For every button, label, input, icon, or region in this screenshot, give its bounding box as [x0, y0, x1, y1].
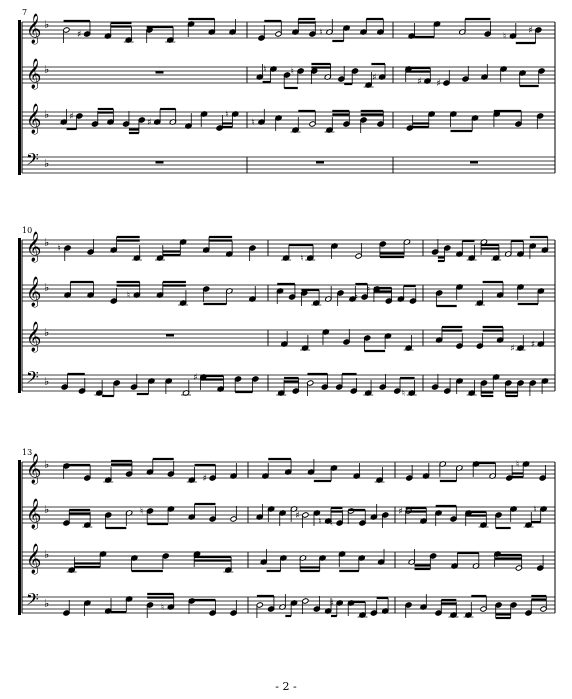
- accidental-icon: ♮: [329, 519, 333, 529]
- accidental-icon: ♯: [295, 511, 300, 521]
- accidental-icon: ♮: [401, 389, 405, 399]
- whole-rest: [316, 161, 324, 164]
- page-number: - 2 -: [275, 680, 297, 693]
- accidental-icon: ♮: [319, 28, 323, 38]
- staff: [22, 149, 555, 173]
- staff: [22, 498, 555, 530]
- note-group: [256, 594, 389, 618]
- staff: [22, 453, 555, 485]
- key-signature-flat-icon: ♭: [44, 458, 50, 471]
- accidental-icon: ♯: [436, 79, 441, 89]
- accidental-icon: ♯: [417, 77, 422, 87]
- accidental-icon: ♮: [126, 291, 131, 301]
- note-group: [408, 19, 542, 43]
- accidental-icon: ♮: [290, 67, 294, 77]
- score-system: [18, 13, 555, 175]
- staff: [22, 543, 555, 575]
- treble-clef-icon: 𝄞: [26, 544, 42, 574]
- note-group: [61, 373, 259, 396]
- whole-rest: [156, 161, 164, 164]
- staff: [22, 58, 555, 90]
- key-signature-flat-icon: ♭: [44, 63, 50, 76]
- treble-clef-icon: 𝄞: [26, 322, 42, 352]
- system-bracket: [18, 20, 21, 175]
- key-signature-flat-icon: ♭: [44, 597, 50, 610]
- accidental-icon: ♮: [318, 517, 322, 527]
- note-group: [63, 594, 237, 618]
- treble-clef-icon: 𝄞: [26, 104, 42, 134]
- treble-clef-icon: 𝄞: [26, 499, 42, 529]
- accidental-icon: ♮: [300, 254, 304, 264]
- accidental-icon: ♯: [69, 112, 74, 122]
- note-group: [256, 504, 389, 529]
- whole-rest: [156, 71, 164, 74]
- whole-rest: [470, 161, 478, 164]
- accidental-icon: ♯: [202, 474, 208, 484]
- whole-rest: [166, 334, 174, 337]
- note-group: [436, 282, 545, 306]
- accidental-icon: ♮: [516, 460, 520, 470]
- score-system: [18, 231, 555, 399]
- note-group: [399, 505, 548, 528]
- accidental-icon: ♮: [533, 505, 537, 515]
- accidental-icon: ♮: [354, 293, 358, 303]
- note-group: [262, 459, 385, 483]
- note-group: [64, 282, 256, 306]
- accidental-icon: ♮: [251, 118, 255, 128]
- key-signature-flat-icon: ♭: [44, 503, 50, 516]
- staff: [22, 13, 555, 45]
- key-signature-flat-icon: ♭: [44, 375, 50, 388]
- accidental-icon: ♮: [263, 65, 267, 75]
- note-group: [63, 504, 237, 528]
- note-group: [252, 109, 385, 133]
- staff: [22, 589, 555, 618]
- staff: [22, 321, 555, 354]
- accidental-icon: ♯: [398, 507, 403, 517]
- key-signature-flat-icon: ♭: [44, 157, 50, 170]
- measure-number: 10: [22, 226, 33, 235]
- accidental-icon: ♯: [193, 373, 198, 383]
- note-group: [58, 237, 256, 261]
- key-signature-flat-icon: ♭: [44, 326, 50, 339]
- accidental-icon: ♯: [329, 599, 334, 609]
- key-signature-flat-icon: ♭: [44, 281, 50, 294]
- note-group: [432, 237, 549, 261]
- key-signature-flat-icon: ♭: [44, 236, 50, 249]
- accidental-icon: ♮: [160, 603, 165, 613]
- note-group: [60, 109, 239, 133]
- accidental-icon: ♮: [366, 285, 370, 295]
- staff: [22, 367, 555, 399]
- bass-clef-icon: 𝄢: [26, 367, 39, 391]
- accidental-icon: ♮: [503, 32, 507, 42]
- system-bracket: [18, 460, 21, 615]
- treble-clef-icon: 𝄞: [26, 277, 42, 307]
- accidental-icon: ♮: [57, 244, 61, 254]
- note-group: [256, 64, 386, 88]
- score-system: [18, 453, 555, 618]
- note-group: [63, 19, 236, 43]
- note-group: [67, 551, 234, 573]
- key-signature-flat-icon: ♭: [44, 18, 50, 31]
- note-group: [63, 459, 237, 484]
- note-group: [405, 64, 545, 89]
- note-group: [436, 327, 545, 354]
- accidental-icon: ♯: [372, 73, 377, 83]
- note-group: [281, 239, 410, 264]
- staff: [22, 276, 555, 308]
- staff: [22, 103, 555, 135]
- note-group: [276, 284, 416, 306]
- accidental-icon: ♯: [528, 26, 533, 36]
- note-group: [432, 374, 549, 396]
- bass-clef-icon: 𝄢: [26, 589, 39, 613]
- accidental-icon: ♯: [510, 344, 515, 354]
- note-group: [276, 374, 417, 399]
- treble-clef-icon: 𝄞: [26, 14, 42, 44]
- key-signature-flat-icon: ♭: [44, 108, 50, 121]
- accidental-icon: ♮: [140, 507, 144, 517]
- note-group: [405, 594, 547, 618]
- accidental-icon: ♯: [147, 118, 152, 128]
- accidental-icon: ♯: [530, 340, 536, 350]
- staff: [22, 231, 555, 264]
- system-bracket: [18, 238, 21, 393]
- accidental-icon: ♯: [77, 30, 82, 40]
- treble-clef-icon: 𝄞: [26, 59, 42, 89]
- accidental-icon: ♮: [225, 110, 229, 120]
- note-group: [281, 329, 414, 351]
- bass-clef-icon: 𝄢: [26, 149, 39, 173]
- treble-clef-icon: 𝄞: [26, 232, 42, 262]
- key-signature-flat-icon: ♭: [44, 548, 50, 561]
- measure-number: 7: [22, 8, 28, 17]
- measure-number: 13: [22, 448, 33, 457]
- treble-clef-icon: 𝄞: [26, 454, 42, 484]
